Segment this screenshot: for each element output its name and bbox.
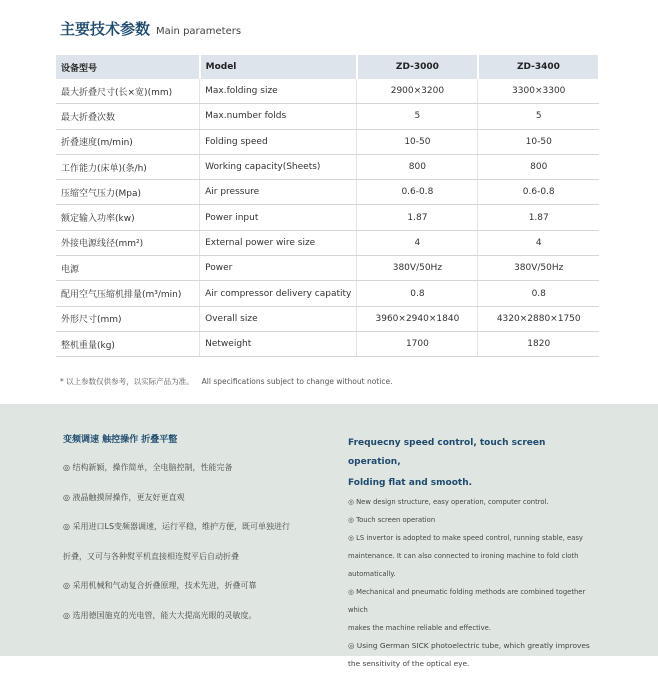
feature-en-line: the sensitivity of the optical eye. <box>348 659 470 668</box>
value-zd3400: 3300×3300 <box>478 79 599 104</box>
row-label-en: Power <box>200 256 357 281</box>
row-label-en: Air pressure <box>200 180 357 205</box>
value-zd3400: 0.6-0.8 <box>478 180 599 205</box>
header-model: Model <box>200 55 357 79</box>
row-label-en: Max.number folds <box>200 104 357 129</box>
table-header-row <box>56 55 599 79</box>
feature-zh-item: ◎ 选用德国施克的光电管，能大大提高光眼的灵敏度。 <box>63 610 257 620</box>
value-zd3000: 3960×2940×1840 <box>357 306 478 331</box>
features-panel <box>0 404 658 668</box>
row-label-en: Working capacity(Sheets) <box>200 154 357 179</box>
features-en-heading-2: Folding flat and smooth. <box>348 478 473 488</box>
feature-en-line: makes the machine reliable and effective. <box>348 624 492 632</box>
row-label-zh: 最大折叠尺寸(长×宽)(mm) <box>56 79 200 104</box>
value-zd3400: 800 <box>478 154 599 179</box>
table-row <box>56 205 599 230</box>
value-zd3000: 2900×3200 <box>357 79 478 104</box>
title-en: Main parameters <box>156 26 242 37</box>
row-label-zh: 额定输入功率(kw) <box>56 205 200 230</box>
value-zd3000: 1700 <box>357 331 478 356</box>
row-label-en: Netweight <box>200 331 357 356</box>
features-zh <box>63 432 333 641</box>
table-row <box>56 79 599 104</box>
feature-zh-item: ◎ 液晶触摸屏操作，更友好更直观 <box>63 492 185 502</box>
table-row <box>56 129 599 154</box>
row-label-zh: 折叠速度(m/min) <box>56 129 200 154</box>
feature-en-line: ◎ New design structure, easy operation, computer control. <box>348 498 549 506</box>
value-zd3400: 5 <box>478 104 599 129</box>
row-label-en: Max.folding size <box>200 79 357 104</box>
row-label-en: Folding speed <box>200 129 357 154</box>
features-en <box>348 432 598 673</box>
row-label-zh: 配用空气压缩机排量(m³/min) <box>56 281 200 306</box>
table-row <box>56 331 599 356</box>
row-label-zh: 工作能力(床单)(条/h) <box>56 154 200 179</box>
row-label-zh: 电源 <box>56 256 200 281</box>
disclaimer-note <box>60 376 392 387</box>
table-row <box>56 306 599 331</box>
row-label-en: Power input <box>200 205 357 230</box>
page-title <box>60 18 241 39</box>
value-zd3000: 0.8 <box>357 281 478 306</box>
feature-zh-item: ◎ 采用进口LS变频器调速，运行平稳，维护方便，既可单独进行 <box>63 522 291 532</box>
value-zd3000: 10-50 <box>357 129 478 154</box>
feature-zh-item: ◎ 采用机械和气动复合折叠原理，技术先进，折叠可靠 <box>63 581 257 591</box>
value-zd3000: 0.6-0.8 <box>357 180 478 205</box>
table-row <box>56 154 599 179</box>
header-zd3400: ZD-3400 <box>478 55 599 79</box>
value-zd3400: 4 <box>478 230 599 255</box>
feature-en-line: ◎ Mechanical and pneumatic folding methods are combined together which <box>348 588 586 614</box>
value-zd3400: 1820 <box>478 331 599 356</box>
row-label-en: Air compressor delivery capatity <box>200 281 357 306</box>
value-zd3000: 1.87 <box>357 205 478 230</box>
value-zd3000: 4 <box>357 230 478 255</box>
table-row <box>56 104 599 129</box>
row-label-en: Overall size <box>200 306 357 331</box>
feature-zh-item: 折叠，又可与各种熨平机直接相连熨平后自动折叠 <box>63 551 239 561</box>
feature-en-line: ◎ LS invertor is adopted to make speed control, running stable, easy <box>348 534 583 542</box>
features-en-heading-1: Frequecny speed control, touch screen operation, <box>348 438 546 467</box>
table-row <box>56 281 599 306</box>
features-zh-heading: 变频调速 触控操作 折叠平整 <box>63 435 178 445</box>
feature-en-line: ◎ Using German SICK photoelectric tube, which greatly improves <box>348 641 590 650</box>
value-zd3400: 10-50 <box>478 129 599 154</box>
value-zd3400: 4320×2880×1750 <box>478 306 599 331</box>
spec-table <box>56 55 600 357</box>
note-zh: * 以上参数仅供参考，以实际产品为准。 <box>60 377 194 386</box>
row-label-zh: 压缩空气压力(Mpa) <box>56 180 200 205</box>
title-zh: 主要技术参数 <box>60 20 151 38</box>
feature-en-line: ◎ Touch screen operation <box>348 516 436 524</box>
row-label-zh: 外接电源线径(mm²) <box>56 230 200 255</box>
value-zd3400: 0.8 <box>478 281 599 306</box>
value-zd3000: 800 <box>357 154 478 179</box>
header-zd3000: ZD-3000 <box>357 55 478 79</box>
value-zd3000: 380V/50Hz <box>357 256 478 281</box>
note-en: All specifications subject to change without notice. <box>201 377 393 386</box>
row-label-en: External power wire size <box>200 230 357 255</box>
value-zd3400: 1.87 <box>478 205 599 230</box>
value-zd3000: 5 <box>357 104 478 129</box>
table-row <box>56 256 599 281</box>
table-row <box>56 230 599 255</box>
feature-zh-item: ◎ 结构新颖，操作简单，全电脑控制，性能完备 <box>63 463 233 472</box>
row-label-zh: 整机重量(kg) <box>56 331 200 356</box>
value-zd3400: 380V/50Hz <box>478 256 599 281</box>
table-row <box>56 180 599 205</box>
header-device-model: 设备型号 <box>56 55 200 79</box>
row-label-zh: 外形尺寸(mm) <box>56 306 200 331</box>
row-label-zh: 最大折叠次数 <box>56 104 200 129</box>
feature-en-line: maintenance. It can also connected to ironing machine to fold cloth <box>348 552 579 560</box>
feature-en-line: automatically. <box>348 570 396 578</box>
